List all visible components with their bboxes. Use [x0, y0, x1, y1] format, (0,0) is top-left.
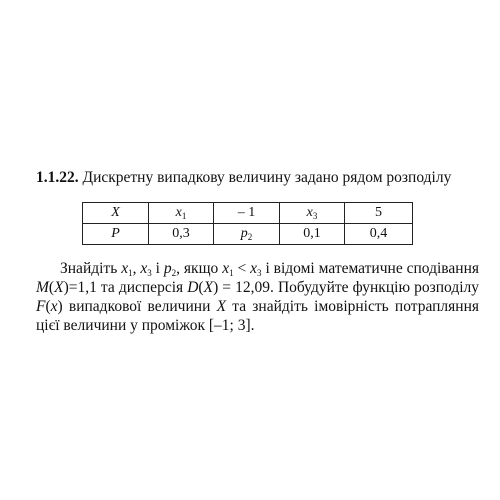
text-fragment: Знайдіть — [60, 260, 122, 277]
table-cell — [280, 224, 345, 245]
problem-number: 1.1.22. — [36, 169, 79, 186]
math-var: x — [50, 298, 58, 315]
math-var: D — [187, 279, 199, 296]
math-subscript: 3 — [257, 268, 262, 278]
math-var: x — [140, 260, 148, 277]
table-cell — [214, 203, 280, 224]
cell-subscript: 3 — [312, 211, 318, 221]
math-subscript: 3 — [147, 268, 152, 278]
text-fragment: і — [151, 260, 164, 277]
table-cell — [280, 203, 345, 224]
text-fragment: )=1,1 та дисперсія — [63, 279, 188, 296]
cell-subscript: 1 — [181, 211, 187, 221]
math-var: p — [163, 260, 172, 277]
problem-text — [36, 259, 479, 335]
cell-value: 5 — [375, 205, 382, 220]
text-fragment: та знайдіть імовірність потрапляння цієї величини у проміжок [–1; 3]. — [36, 298, 480, 334]
cell-value: p — [240, 226, 248, 241]
text-fragment: ) випадкової величини — [57, 298, 217, 315]
math-var: x — [250, 260, 258, 277]
text-fragment: ) = 12,09. Побудуйте функцію розподілу — [213, 279, 479, 296]
text-fragment: ( — [198, 279, 204, 296]
problem-title: Дискретну випадкову величину задано рядом розподілу — [82, 169, 452, 186]
cell-value: – 1 — [237, 205, 256, 220]
table-cell — [214, 224, 280, 245]
math-subscript: 1 — [229, 268, 234, 278]
problem-heading — [36, 168, 476, 188]
math-subscript: 1 — [128, 268, 133, 278]
cell-value: 0,3 — [172, 226, 190, 241]
table-cell — [345, 224, 413, 245]
cell-value: 0,1 — [303, 226, 321, 241]
text-fragment: < — [233, 260, 251, 277]
text-fragment: , якщо — [176, 260, 223, 277]
table-cell — [149, 224, 214, 245]
text-fragment: ( — [45, 298, 51, 315]
table-row-x — [83, 203, 413, 224]
math-var: M — [36, 279, 49, 296]
table-cell — [149, 203, 214, 224]
table-row-label-p: P — [83, 224, 149, 245]
distribution-table — [82, 202, 413, 245]
text-fragment: ( — [48, 279, 55, 296]
table-cell — [345, 203, 413, 224]
table-row-p — [83, 224, 413, 245]
cell-value: 0,4 — [369, 226, 388, 241]
cropped-next-line — [36, 330, 456, 333]
text-fragment: і відомі математичне сподівання — [261, 260, 479, 277]
math-var: X — [216, 298, 227, 315]
math-var: F — [36, 298, 46, 315]
cell-value: x — [306, 205, 313, 220]
table-row-label-x: X — [83, 203, 149, 224]
cell-subscript: 2 — [247, 232, 253, 242]
cell-value: x — [175, 205, 182, 220]
math-var: x — [222, 260, 230, 277]
math-subscript: 2 — [171, 268, 177, 278]
text-fragment: , — [132, 260, 141, 277]
math-var: X — [54, 279, 64, 296]
math-var: x — [121, 260, 129, 277]
math-var: X — [203, 279, 214, 296]
